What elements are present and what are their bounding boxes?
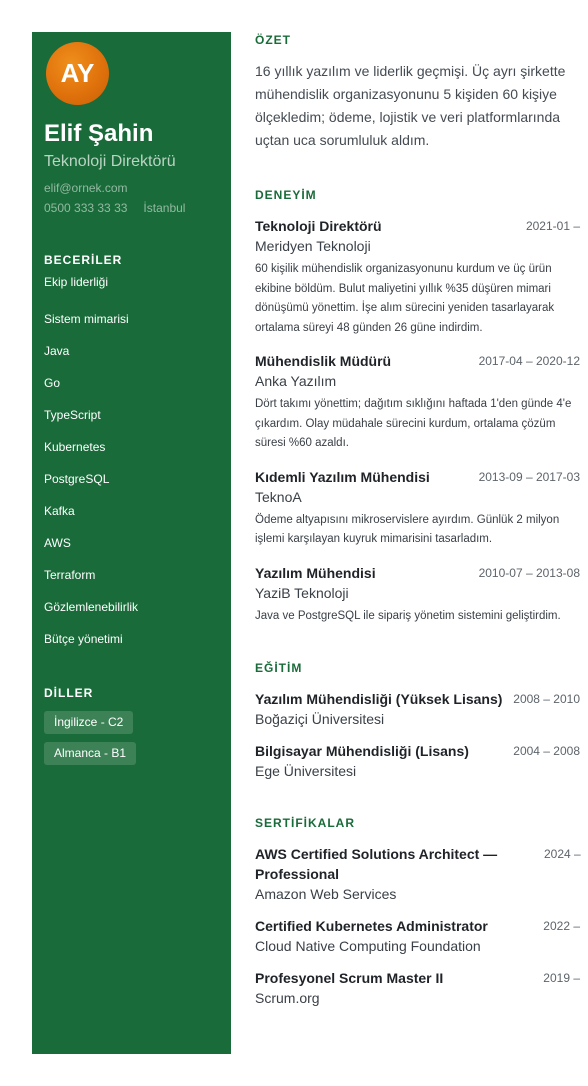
avatar: AY [46, 42, 109, 105]
certifications-section [255, 815, 580, 1008]
skill-item: Java [44, 344, 70, 358]
education-section [255, 660, 580, 781]
main-content [255, 32, 580, 1008]
education-entry [255, 689, 580, 729]
certification-dates: 2022 – [543, 919, 580, 933]
phone-number[interactable]: 0500 333 33 33 [44, 201, 128, 215]
education-degree: Yazılım Mühendisliği (Yüksek Lisans) [255, 691, 503, 707]
skills-list [44, 271, 219, 655]
certification-issuer: Scrum.org [255, 990, 320, 1006]
experience-entry [255, 467, 580, 550]
experience-heading: DENEYİM [255, 188, 317, 202]
summary-text: 16 yıllık yazılım ve liderlik geçmişi. Üç ayrı şirkette mühendislik organizasyonunu 5 kişiden 60 kişiye ölçekledim; ödeme, lojistik ve veri platformlarında uçtan uca sorumluluk aldım. [255, 63, 566, 148]
certification-entry [255, 968, 580, 1008]
certifications-heading: SERTİFİKALAR [255, 816, 355, 830]
experience-description: Ödeme altyapısını mikroservislere ayırdım. Günlük 2 milyon işlemi karşılayan kuyruk mimarisini tasarladım. [255, 513, 560, 545]
experience-entry [255, 351, 580, 454]
education-entry [255, 741, 580, 781]
certification-issuer: Amazon Web Services [255, 886, 397, 902]
skills-heading: BECERİLER [44, 253, 123, 267]
skill-item: AWS [44, 536, 71, 550]
skill-item: Kafka [44, 504, 75, 518]
experience-description: 60 kişilik mühendislik organizasyonunu kurdum ve üç ürün ekibine böldüm. Bulut maliyetini yıllık %35 düşüren mimari dönüşümü yönettim. İşe alım sürecini yeniden tasarlayarak ortalama süreyi 48 günden 26 güne indirdim. [255, 263, 555, 334]
job-title: Teknoloji Direktörü [44, 153, 176, 170]
experience-title: Mühendislik Müdürü [255, 353, 392, 369]
certification-entry [255, 844, 580, 904]
experience-dates: 2021-01 – [525, 219, 580, 233]
experience-title: Yazılım Mühendisi [255, 564, 376, 581]
experience-entry [255, 563, 580, 627]
skill-item: Terraform [44, 568, 96, 582]
experience-title: Teknoloji Direktörü [255, 218, 382, 234]
skill-item: PostgreSQL [44, 472, 110, 486]
education-heading: EĞİTİM [255, 661, 303, 675]
education-school: Boğaziçi Üniversitesi [255, 711, 385, 727]
skill-item: Sistem mimarisi [44, 312, 129, 326]
contact-info [44, 178, 219, 218]
skill-item: Ekip liderliği [44, 275, 109, 289]
education-school: Ege Üniversitesi [255, 763, 357, 779]
experience-company: Meridyen Teknoloji [255, 238, 371, 254]
skill-item: TypeScript [44, 408, 101, 422]
skill-item: Kubernetes [44, 440, 106, 454]
summary-heading: ÖZET [255, 33, 291, 47]
city: İstanbul [143, 201, 186, 215]
education-degree: Bilgisayar Mühendisliği (Lisans) [255, 743, 469, 759]
person-name: Elif Şahin [44, 120, 154, 147]
experience-description: Java ve PostgreSQL ile sipariş yönetim sistemini geliştirdim. [255, 609, 561, 622]
experience-entry [255, 216, 580, 338]
experience-company: YaziB Teknoloji [255, 584, 349, 601]
skill-item: Bütçe yönetimi [44, 632, 123, 646]
certification-dates: 2024 – [544, 847, 581, 861]
experience-description: Dört takımı yönettim; dağıtım sıklığını haftada 1'den günde 4'e çıkardım. Olay müdahale sürecini kurdum, ortalama çözüm süresi %60 azaldı. [255, 398, 572, 449]
skill-item: Go [44, 376, 61, 390]
experience-company: TeknoA [255, 488, 302, 505]
certification-entry [255, 916, 580, 956]
experience-dates: 2017-04 – 2020-12 [478, 354, 580, 368]
skill-item: Gözlemlenebilirlik [44, 600, 139, 614]
experience-section [255, 187, 580, 626]
summary-section [255, 32, 580, 152]
certification-name: Profesyonel Scrum Master II [255, 970, 444, 986]
certification-name: Certified Kubernetes Administrator [255, 918, 488, 934]
experience-dates: 2010-07 – 2013-08 [478, 565, 580, 580]
experience-company: Anka Yazılım [255, 373, 337, 389]
certification-issuer: Cloud Native Computing Foundation [255, 938, 481, 954]
language-badge: Almanca - B1 [44, 742, 136, 765]
certification-name: AWS Certified Solutions Architect — Professional [255, 846, 498, 882]
email-link[interactable]: elif@ornek.com [44, 181, 128, 195]
experience-dates: 2013-09 – 2017-03 [478, 469, 580, 484]
certification-dates: 2019 – [543, 971, 580, 985]
languages-heading: DİLLER [44, 686, 94, 700]
sidebar [32, 32, 231, 1054]
education-dates: 2004 – 2008 [513, 744, 580, 758]
education-dates: 2008 – 2010 [513, 692, 580, 706]
languages-list [44, 711, 219, 773]
experience-title: Kıdemli Yazılım Mühendisi [255, 468, 430, 485]
language-badge: İngilizce - C2 [44, 711, 133, 734]
